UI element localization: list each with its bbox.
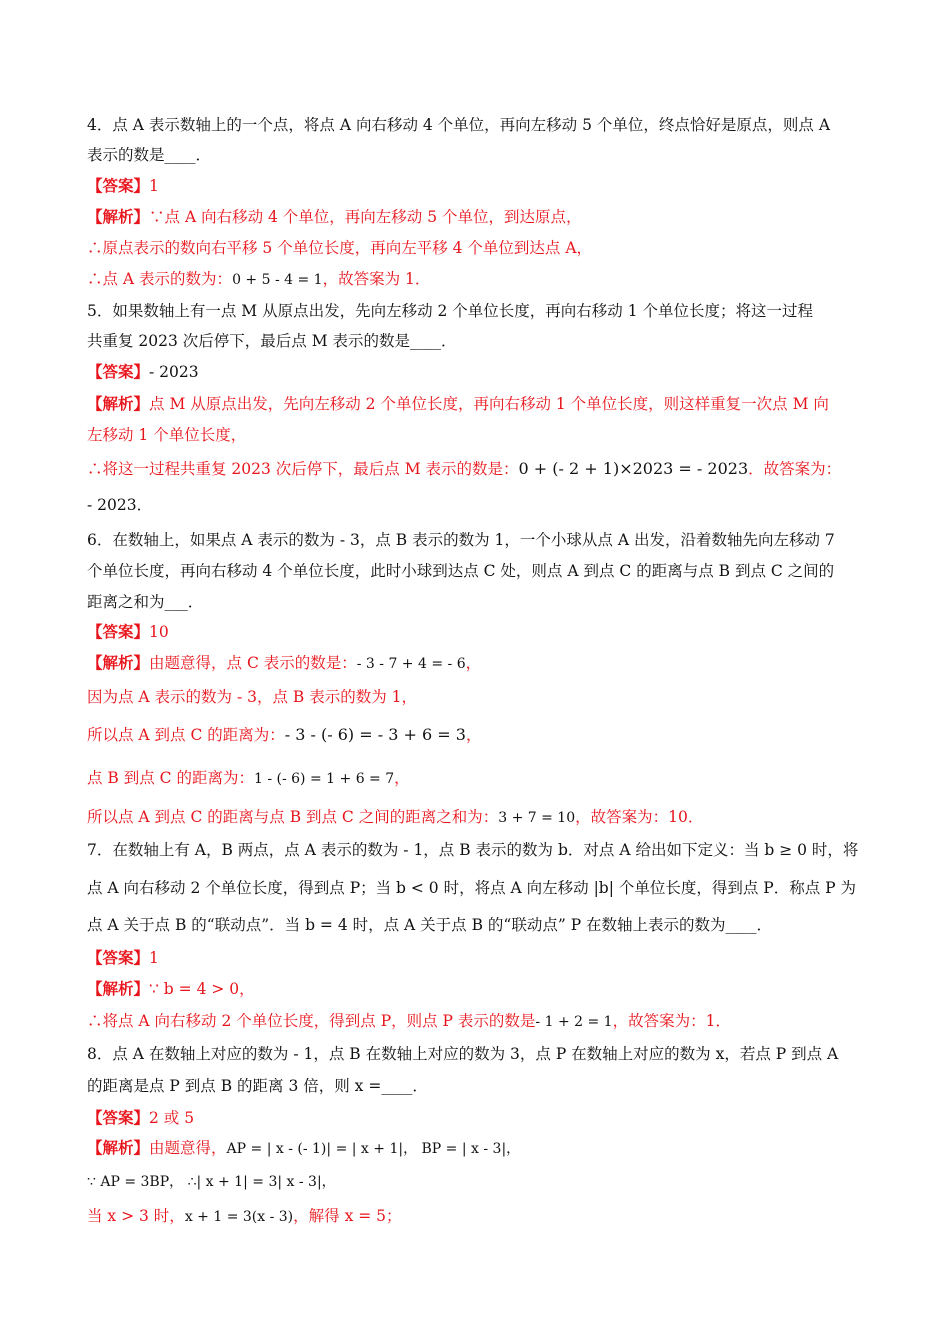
analysis-tag: 【解析】	[87, 207, 150, 226]
analysis-text: 由题意得，点 C 表示的数是：	[149, 654, 357, 672]
math-expression: AP = | x - (- 1)| = | x + 1|， BP = | x - 3|，	[226, 1141, 521, 1157]
analysis-tag: 【解析】	[87, 1138, 150, 1157]
analysis-text: ∵ b = 4 > 0，	[149, 980, 255, 998]
math-expression: - 1 + 2 = 1	[535, 1014, 613, 1030]
answer-value: - 2023	[149, 363, 199, 381]
analysis-text: 所以点 A 到点 C 的距离为：	[87, 726, 285, 744]
answer-tag: 【答案】	[87, 362, 150, 381]
q5-question-line2: 共重复 2023 次后停下，最后点 M 表示的数是____．	[87, 332, 457, 350]
q4-answer	[87, 175, 867, 197]
q7-question-line3: 点 A 关于点 B 的“联动点”．当 b = 4 时，点 A 关于点 B 的“联动点” P 在数轴上表示的数为____．	[87, 916, 773, 934]
q6-analysis-line3	[87, 724, 867, 746]
q6-analysis-line1	[87, 652, 867, 675]
math-expression: x + 1 = 3(x - 3)	[184, 1209, 294, 1225]
q7-question-line2: 点 A 向右移动 2 个单位长度，得到点 P；当 b < 0 时，将点 A 向左移动 |b| 个单位长度，得到点 P．称点 P 为	[87, 879, 857, 897]
analysis-text: ，故答案为 1．	[322, 270, 431, 288]
q6-analysis-line4	[87, 767, 867, 790]
math-expression: 3 + 7 = 10	[498, 810, 576, 826]
q8-question-line1: 8．点 A 在数轴上对应的数为 - 1，点 B 在数轴上对应的数为 3，点 P 在数轴上对应的数为 x，若点 P 到点 A	[87, 1045, 839, 1063]
q5-analysis-line2: 左移动 1 个单位长度，	[87, 426, 247, 444]
answer-value: 10	[149, 623, 169, 641]
analysis-text: ，故答案为：1．	[612, 1012, 731, 1030]
q5-analysis-line4: - 2023．	[87, 496, 153, 514]
q6-question-line3: 距离之和为___．	[87, 593, 204, 611]
q4-analysis-line1	[87, 206, 867, 228]
analysis-text: 点 B 到点 C 的距离为：	[87, 769, 254, 787]
analysis-text: ，故答案为：10．	[575, 808, 704, 826]
q5-answer	[87, 361, 867, 383]
answer-tag: 【答案】	[87, 1108, 150, 1127]
q6-answer	[87, 621, 867, 643]
math-expression: 0 + 5 - 4 = 1	[232, 272, 323, 288]
q4-question-line2: 表示的数是____．	[87, 146, 212, 164]
analysis-text: 所以点 A 到点 C 的距离与点 B 到点 C 之间的距离之和为：	[87, 808, 499, 826]
q7-question-line1: 7．在数轴上有 A，B 两点，点 A 表示的数为 - 1，点 B 表示的数为 b．对点 A 给出如下定义：当 b ≥ 0 时，将	[87, 841, 859, 859]
q8-analysis-line1	[87, 1137, 867, 1160]
q6-question-line2: 个单位长度，再向右移动 4 个单位长度，此时小球到达点 C 处，则点 A 到点 C 的距离与点 B 到点 C 之间的	[87, 562, 835, 580]
analysis-tag: 【解析】	[87, 394, 150, 413]
answer-value: 2 或 5	[149, 1109, 195, 1127]
q8-analysis-line2	[87, 1170, 867, 1193]
math-expression: ∵ AP = 3BP， ∴| x + 1| = 3| x - 3|，	[87, 1174, 336, 1190]
q8-analysis-line3	[87, 1205, 867, 1228]
analysis-text: ∴将点 A 向右移动 2 个单位长度，得到点 P，则点 P 表示的数是	[87, 1012, 536, 1030]
q6-analysis-line5	[87, 806, 867, 829]
q7-analysis-line1	[87, 978, 867, 1000]
answer-value: 1	[149, 949, 159, 967]
analysis-text: ∵点 A 向右移动 4 个单位，再向左移动 5 个单位，到达原点，	[149, 208, 582, 226]
answer-tag: 【答案】	[87, 176, 150, 195]
analysis-text: ，	[394, 769, 410, 787]
q5-analysis-line3	[87, 458, 867, 480]
analysis-text: ．故答案为：	[748, 460, 842, 478]
q7-answer	[87, 947, 867, 969]
analysis-text: ∴点 A 表示的数为：	[87, 270, 233, 288]
q6-analysis-line2: 因为点 A 表示的数为 - 3，点 B 表示的数为 1，	[87, 688, 418, 706]
analysis-text: ，	[465, 654, 482, 672]
q7-analysis-line2	[87, 1010, 867, 1033]
math-expression: - 3 - 7 + 4 = - 6	[356, 656, 466, 672]
analysis-text: 由题意得，	[149, 1139, 227, 1157]
analysis-text: ∴将这一过程共重复 2023 次后停下，最后点 M 表示的数是：	[87, 460, 519, 478]
math-expression: 1 - (- 6) = 1 + 6 = 7	[253, 771, 395, 787]
analysis-tag: 【解析】	[87, 653, 150, 672]
analysis-text: ，	[465, 726, 482, 744]
q8-question-line2: 的距离是点 P 到点 B 的距离 3 倍，则 x =____．	[87, 1077, 428, 1095]
answer-tag: 【答案】	[87, 948, 150, 967]
q4-analysis-line3	[87, 268, 867, 291]
q4-question-line1: 4．点 A 表示数轴上的一个点，将点 A 向右移动 4 个单位，再向左移动 5 个单位，终点恰好是原点，则点 A	[87, 116, 831, 134]
analysis-tag: 【解析】	[87, 979, 150, 998]
q6-question-line1: 6．在数轴上，如果点 A 表示的数为 - 3，点 B 表示的数为 1，一个小球从点 A 出发，沿着数轴先向左移动 7	[87, 531, 835, 549]
q4-analysis-line2: ∴原点表示的数向右平移 5 个单位长度，再向左平移 4 个单位到达点 A，	[87, 239, 593, 257]
answer-value: 1	[149, 177, 159, 195]
q5-question-line1: 5．如果数轴上有一点 M 从原点出发，先向左移动 2 个单位长度，再向右移动 1 个单位长度；将这一过程	[87, 302, 814, 320]
q8-answer	[87, 1107, 867, 1129]
q5-analysis-line1	[87, 393, 867, 415]
analysis-text: ，解得 x = 5；	[293, 1207, 402, 1225]
answer-tag: 【答案】	[87, 622, 150, 641]
analysis-text: 点 M 从原点出发，先向左移动 2 个单位长度，再向右移动 1 个单位长度，则这样重复一次点 M 向	[149, 395, 829, 413]
analysis-text: 当 x > 3 时，	[87, 1207, 185, 1225]
math-expression: - 3 - (- 6) = - 3 + 6 = 3	[284, 725, 466, 744]
math-expression: 0 + (- 2 + 1)×2023 = - 2023	[518, 459, 749, 478]
